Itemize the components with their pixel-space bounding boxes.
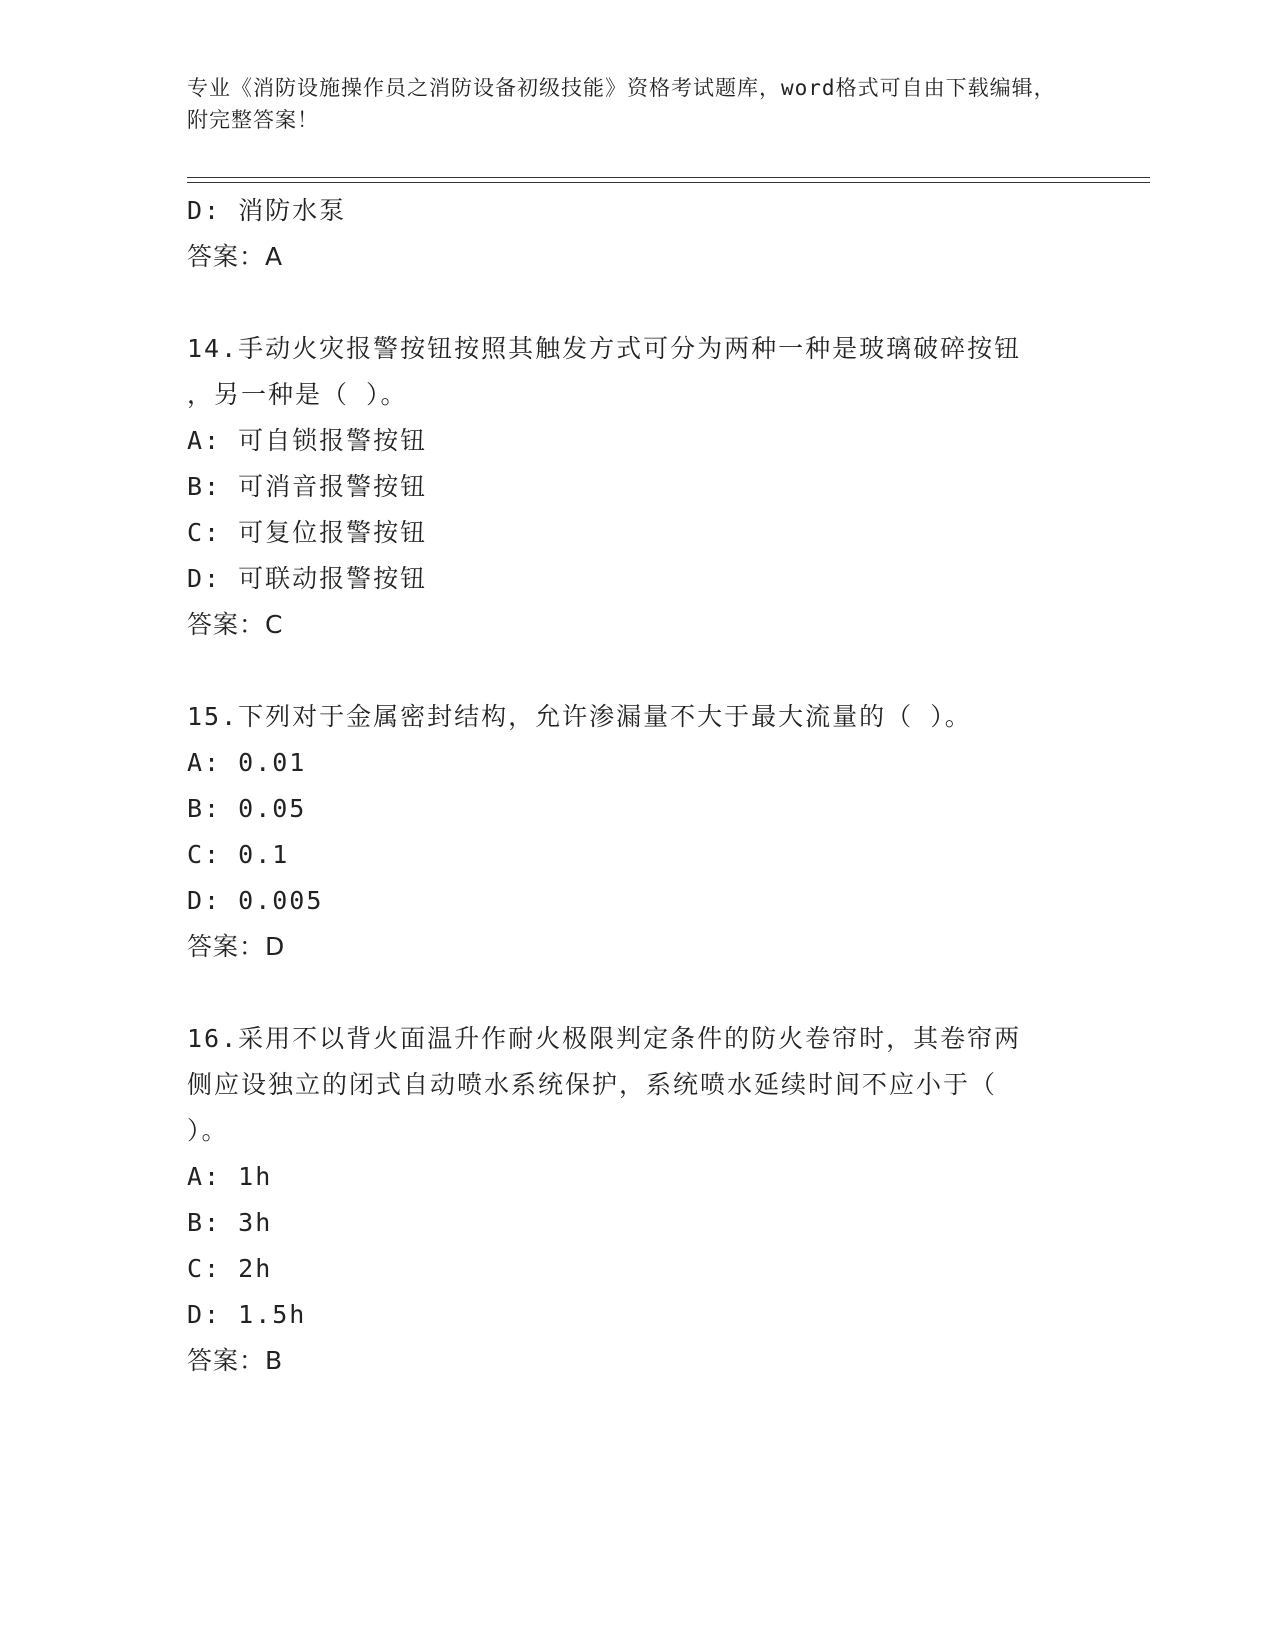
question-16-option-a: A: 1h <box>187 1162 273 1191</box>
question-15-line-1: 15.下列对于金属密封结构，允许渗漏量不大于最大流量的（ ）。 <box>187 702 972 731</box>
question-15-option-b: B: 0.05 <box>187 794 307 823</box>
question-16-line-3: ）。 <box>187 1116 229 1145</box>
question-15-option-d: D: 0.005 <box>187 886 324 915</box>
spacer <box>187 970 1087 1016</box>
question-14-option-d: D: 可联动报警按钮 <box>187 564 428 593</box>
question-14-line-2: ，另一种是（ ）。 <box>187 380 408 409</box>
answer-16: 答案：B <box>187 1346 284 1375</box>
header-rule-bottom <box>187 182 1150 183</box>
spacer <box>187 280 1087 326</box>
question-16-option-d: D: 1.5h <box>187 1300 307 1329</box>
question-14-option-c: C: 可复位报警按钮 <box>187 518 428 547</box>
option-d-prev: D: 消防水泵 <box>187 196 347 225</box>
answer-13: 答案：A <box>187 242 284 271</box>
document-header: 专业《消防设施操作员之消防设备初级技能》资格考试题库，word格式可自由下载编辑，附完整答案！ <box>187 76 1056 132</box>
spacer <box>187 648 1087 694</box>
question-14-option-a: A: 可自锁报警按钮 <box>187 426 428 455</box>
question-14-option-b: B: 可消音报警按钮 <box>187 472 428 501</box>
question-14-line-1: 14.手动火灾报警按钮按照其触发方式可分为两种一种是玻璃破碎按钮 <box>187 334 1022 363</box>
question-15-option-a: A: 0.01 <box>187 748 307 777</box>
question-16-line-1: 16.采用不以背火面温升作耐火极限判定条件的防火卷帘时，其卷帘两 <box>187 1024 1022 1053</box>
answer-14: 答案：C <box>187 610 284 639</box>
answer-15: 答案：D <box>187 932 286 961</box>
question-16-line-2: 侧应设独立的闭式自动喷水系统保护，系统喷水延续时间不应小于（ <box>187 1070 998 1099</box>
header-rule-top <box>187 177 1150 178</box>
question-16-option-b: B: 3h <box>187 1208 273 1237</box>
question-15-option-c: C: 0.1 <box>187 840 290 869</box>
question-16-option-c: C: 2h <box>187 1254 273 1283</box>
question-content <box>187 188 1087 1384</box>
